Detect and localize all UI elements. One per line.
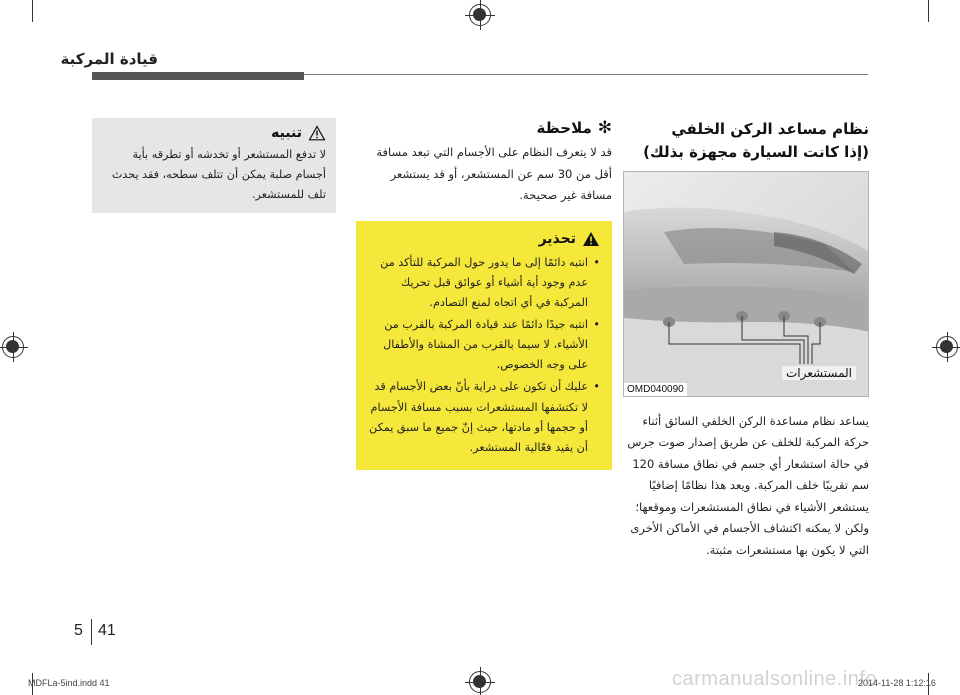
note-title: ملاحظة [536, 119, 592, 137]
header-accent-bar [92, 72, 304, 80]
warning-item: • عليك أن تكون على دراية بأنّ بعض الأجسام قد لا تكتشفها المستشعرات بسبب مسافة الأجسام أو حجمها أو مادتها، حيث إنّ جميع ما سبق يمكن أن يقيد فعّالية المستشعر. [366, 377, 600, 458]
registration-mark-right-icon [936, 336, 958, 358]
registration-mark-left-icon [2, 336, 24, 358]
footer-date-time: 2014-11-28 1:12:16 [858, 678, 936, 688]
caution-triangle-icon [308, 125, 326, 141]
note-warning-column [356, 118, 612, 470]
crop-mark-top-right [928, 0, 929, 22]
caution-title: تنبيه [271, 125, 302, 141]
warning-list [366, 253, 600, 459]
chapter-title: قيادة المركبة [60, 50, 158, 68]
warning-heading [366, 231, 600, 247]
note-heading [356, 118, 612, 138]
page-number-divider [91, 619, 92, 645]
note-text: قد لا يتعرف النظام على الأجسام التي تبعد مسافة أقل من 30 سم عن المستشعر، أو قد يستشعر مسافة غير صحيحة. [376, 145, 612, 202]
page-chapter-number: 5 [74, 622, 83, 639]
parking-assist-description: يساعد نظام مساعدة الركن الخلفي السائق أثناء حركة المركبة للخلف عن طريق إصدار صوت جرس في حالة استشعار أي جسم في نطاق مسافة 120 سم تقريبًا خلف المركبة. ويعد هذا نظامًا إضافيًا يستشعر الأشياء في نطاق المستشعرات وموقعها؛ ولكن لا يمكنه اكتشاف الأجسام في الأماكن الأخرى التي لا يكون بها مستشعرات مثبتة. [627, 413, 869, 557]
caution-heading [102, 125, 326, 141]
caution-text: لا تدفع المستشعر أو تخدشه أو تطرقه بأية أجسام صلبة يمكن أن تتلف سطحه، فقد يحدث تلف للمستشعر. [111, 148, 326, 202]
warning-box [356, 221, 612, 471]
footer-file-name: MDFLa-5ind.indd 41 [28, 678, 110, 688]
caution-box [92, 118, 336, 213]
warning-item: • انتبه جيدًا دائمًا عند قيادة المركبة بالقرب من الأشياء، لا سيما بالقرب من المشاة والأطفال على وجه الخصوص. [366, 315, 600, 375]
car-rear-figure [623, 171, 869, 397]
warning-item: • انتبه دائمًا إلى ما يدور حول المركبة للتأكد من عدم وجود أية أشياء أو عوائق قبل تحريك المركبة في أي اتجاه لمنع التصادم. [366, 253, 600, 313]
figure-code: OMD040090 [624, 383, 687, 396]
crop-mark-top-left [32, 0, 33, 22]
warning-triangle-icon [582, 231, 600, 247]
section-title-line2: (إذا كانت السيارة مجهزة بذلك) [643, 143, 869, 162]
sensors-label: المستشعرات [782, 366, 856, 380]
asterisk-icon: ✻ [597, 118, 612, 138]
warning-title: تحذير [538, 230, 576, 247]
watermark: carmanualsonline.info [672, 668, 878, 690]
section-title-line1: نظام مساعد الركن الخلفي [671, 120, 869, 138]
car-rear-illustration [624, 172, 869, 397]
section-title [623, 118, 869, 165]
caution-column [92, 118, 336, 213]
registration-mark-top-icon [469, 4, 491, 26]
parking-assist-section [623, 118, 869, 561]
page-number: 41 [98, 622, 116, 639]
registration-mark-bottom-icon [469, 671, 491, 693]
